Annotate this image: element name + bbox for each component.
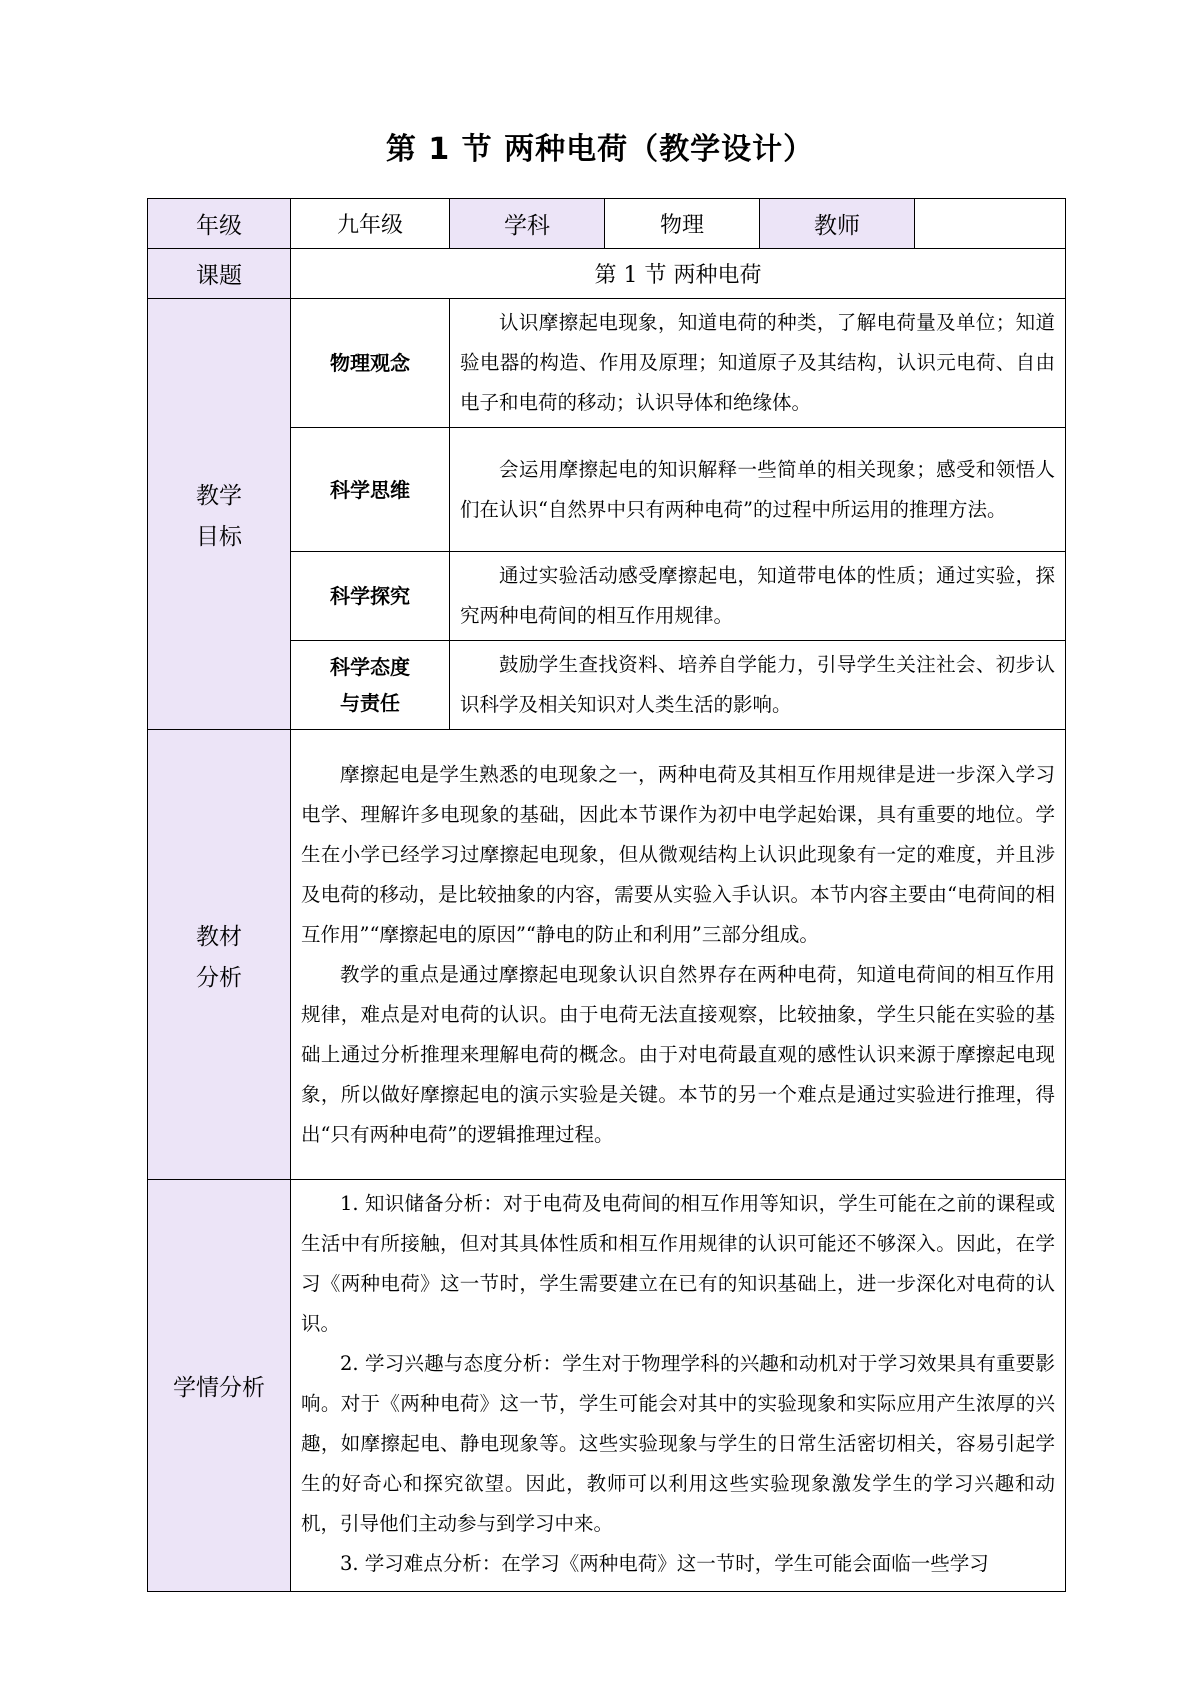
- objective-text: 认识摩擦起电现象，知道电荷的种类，了解电荷量及单位；知道验电器的构造、作用及原理；知道原子及其结构，认识元电荷、自由电子和电荷的移动；认识导体和绝缘体。: [450, 299, 1066, 428]
- material-paragraph: 教学的重点是通过摩擦起电现象认识自然界存在两种电荷，知道电荷间的相互作用规律，难点是对电荷的认识。由于电荷无法直接观察，比较抽象，学生只能在实验的基础上通过分析推理来理解电荷的概念。由于对电荷最直观的感性认识来源于摩擦起电现象，所以做好摩擦起电的演示实验是关键。本节的另一个难点是通过实验进行推理，得出“只有两种电荷”的逻辑推理过程。: [301, 962, 1055, 1146]
- lesson-plan-table: [147, 198, 1066, 1592]
- grade-label: 年级: [148, 199, 291, 249]
- teacher-value: [915, 199, 1066, 249]
- objective-text: 鼓励学生查找资料、培养自学能力，引导学生关注社会、初步认识科学及相关知识对人类生活的影响。: [450, 641, 1066, 730]
- students-paragraph: 3. 学习难点分析：在学习《两种电荷》这一节时，学生可能会面临一些学习: [340, 1552, 989, 1575]
- students-paragraph: 2. 学习兴趣与态度分析：学生对于物理学科的兴趣和动机对于学习效果具有重要影响。对于《两种电荷》这一节，学生可能会对其中的实验现象和实际应用产生浓厚的兴趣，如摩擦起电、静电现象等。这些实验现象与学生的日常生活密切相关，容易引起学生的好奇心和探究欲望。因此，教师可以利用这些实验现象激发学生的学习兴趣和动机，引导他们主动参与到学习中来。: [301, 1352, 1055, 1535]
- topic-row: [148, 249, 1066, 299]
- objectives-label-line1: 教学: [196, 483, 242, 509]
- objective-name: 科学探究: [291, 552, 450, 641]
- topic-value: 第 1 节 两种电荷: [291, 249, 1066, 299]
- material-label: [148, 730, 291, 1180]
- objective-name: 物理观念: [291, 299, 450, 428]
- subject-value: 物理: [605, 199, 760, 249]
- students-text: [291, 1180, 1066, 1592]
- students-label: 学情分析: [148, 1180, 291, 1592]
- document-title: 第 1 节 两种电荷（教学设计）: [385, 132, 815, 167]
- material-label-line2: 分析: [196, 964, 242, 991]
- objective-text: 会运用摩擦起电的知识解释一些简单的相关现象；感受和领悟人们在认识“自然界中只有两种电荷”的过程中所运用的推理方法。: [450, 428, 1066, 552]
- objectives-label-line2: 目标: [196, 524, 242, 550]
- material-text: [291, 730, 1066, 1180]
- objectives-label: [148, 299, 291, 730]
- objective-name: 科学思维: [291, 428, 450, 552]
- subject-label: 学科: [450, 199, 605, 249]
- material-label-line1: 教材: [196, 923, 242, 950]
- objective-text: 通过实验活动感受摩擦起电，知道带电体的性质；通过实验，探究两种电荷间的相互作用规律。: [450, 552, 1066, 641]
- topic-label: 课题: [148, 249, 291, 299]
- material-row: [148, 730, 1066, 1180]
- info-row: [148, 199, 1066, 249]
- students-row: [148, 1180, 1066, 1592]
- grade-value: 九年级: [291, 199, 450, 249]
- material-paragraph: 摩擦起电是学生熟悉的电现象之一，两种电荷及其相互作用规律是进一步深入学习电学、理解许多电现象的基础，因此本节课作为初中电学起始课，具有重要的地位。学生在小学已经学习过摩擦起电现象，但从微观结构上认识此现象有一定的难度，并且涉及电荷的移动，是比较抽象的内容，需要从实验入手认识。本节内容主要由“电荷间的相互作用”“摩擦起电的原因”“静电的防止和利用”三部分组成。: [301, 762, 1055, 946]
- teacher-label: 教师: [760, 199, 915, 249]
- objective-name: 科学态度 与责任: [291, 641, 450, 730]
- students-paragraph: 1. 知识储备分析：对于电荷及电荷间的相互作用等知识，学生可能在之前的课程或生活中有所接触，但对其具体性质和相互作用规律的认识可能还不够深入。因此，在学习《两种电荷》这一节时，学生需要建立在已有的知识基础上，进一步深化对电荷的认识。: [301, 1192, 1055, 1335]
- objective-row: [148, 299, 1066, 428]
